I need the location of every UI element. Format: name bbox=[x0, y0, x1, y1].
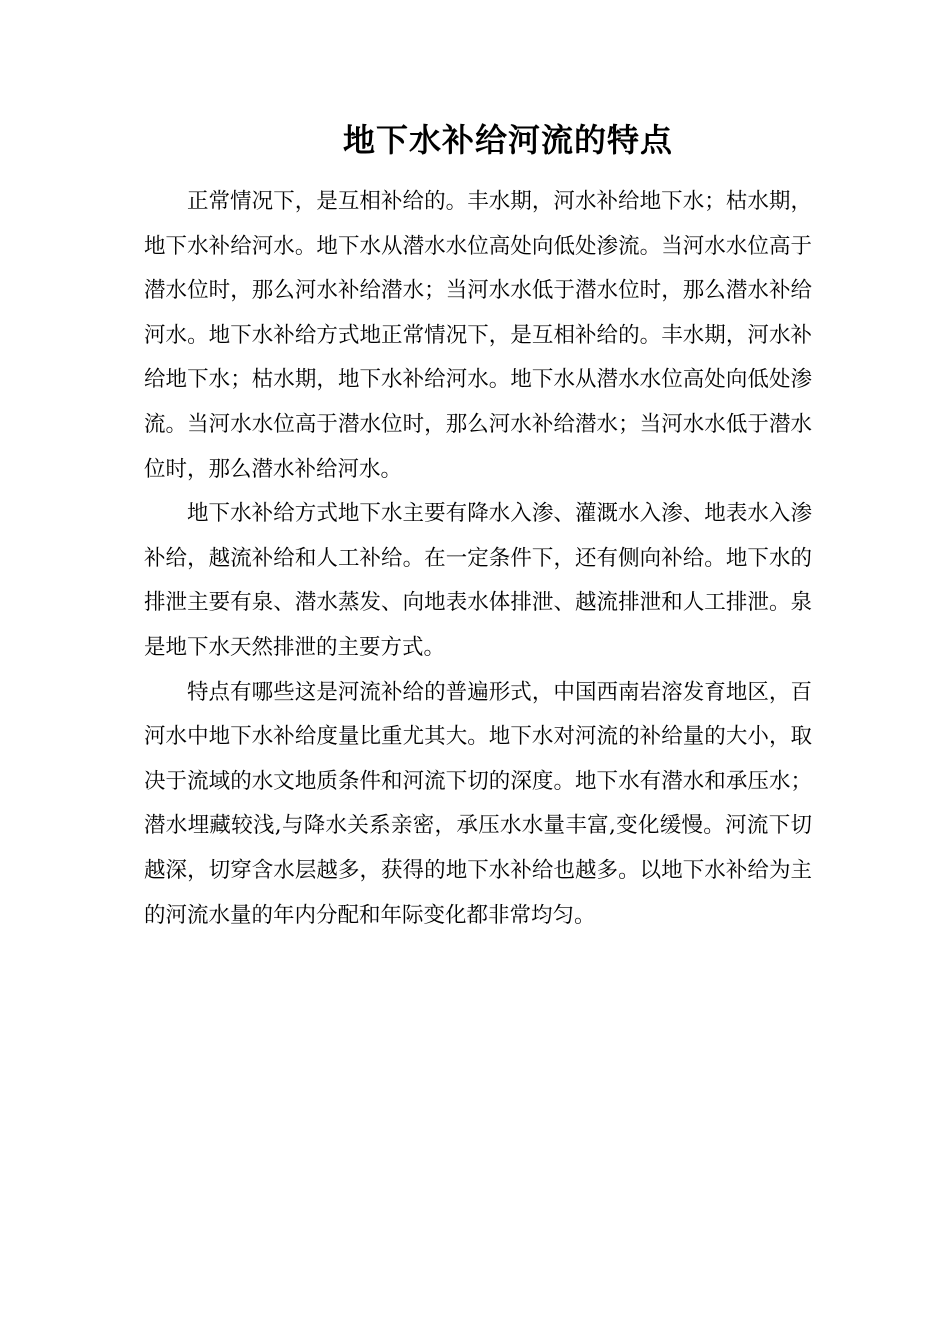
paragraph-1: 正常情况下，是互相补给的。丰水期，河水补给地下水；枯水期，地下水补给河水。地下水从潜水水位高处向低处渗流。当河水水位高于潜水位时，那么河水补给潜水；当河水水低于潜水位时，那么潜水补给河水。地下水补给方式地正常情况下，是互相补给的。丰水期，河水补给地下水；枯水期，地下水补给河水。地下水从潜水水位高处向低处渗流。当河水水位高于潜水位时，那么河水补给潜水；当河水水低于潜水位时，那么潜水补给河水。 bbox=[144, 189, 812, 482]
document-title: 地下水补给河流的特点 bbox=[342, 121, 673, 159]
paragraph-3: 特点有哪些这是河流补给的普遍形式，中国西南岩溶发育地区，百河水中地下水补给度量比重尤其大。地下水对河流的补给量的大小，取决于流域的水文地质条件和河流下切的深度。地下水有潜水和承压水；潜水埋藏较浅,与降水关系亲密，承压水水量丰富,变化缓慢。河流下切越深，切穿含水层越多，获得的地下水补给也越多。以地下水补给为主的河流水量的年内分配和年际变化都非常均匀。 bbox=[144, 679, 812, 928]
document-body bbox=[144, 180, 812, 938]
paragraph-2: 地下水补给方式地下水主要有降水入渗、灌溉水入渗、地表水入渗补给，越流补给和人工补给。在一定条件下，还有侧向补给。地下水的排泄主要有泉、潜水蒸发、向地表水体排泄、越流排泄和人工排泄。泉是地下水天然排泄的主要方式。 bbox=[144, 501, 812, 660]
